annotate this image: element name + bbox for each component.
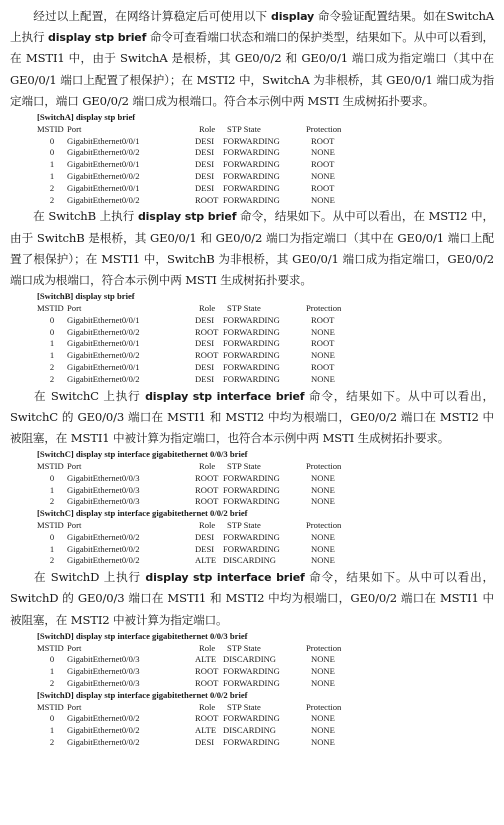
cli-output-block <box>37 112 494 206</box>
cli-table-row <box>37 374 494 386</box>
cli-table-header <box>37 303 494 315</box>
cell-port: GigabitEthernet0/0/2 <box>67 713 140 724</box>
cell-port: GigabitEthernet0/0/2 <box>67 171 140 181</box>
cell-state: FORWARDING <box>223 314 280 325</box>
command-name: display stp interface brief <box>145 389 305 403</box>
cli-table-row <box>37 555 494 567</box>
cli-table-header <box>37 702 494 714</box>
cell-msti: 2 <box>49 194 55 205</box>
cli-table-row <box>37 147 494 159</box>
column-header-port: Port <box>67 642 82 653</box>
cell-state: FORWARDING <box>223 472 280 483</box>
column-header-role: Role <box>199 303 216 313</box>
column-header-msti: MSTID <box>37 519 64 530</box>
column-header-msti: MSTID <box>37 123 64 134</box>
cell-port: GigabitEthernet0/0/2 <box>67 194 140 205</box>
cli-table-header <box>37 520 494 532</box>
cell-state: FORWARDING <box>223 713 280 724</box>
cell-msti: 1 <box>49 350 55 361</box>
cell-role: ROOT <box>195 484 219 495</box>
column-header-state: STP State <box>227 519 261 530</box>
cli-table-header <box>37 124 494 136</box>
cli-table-row <box>37 678 494 690</box>
cell-port: GigabitEthernet0/0/3 <box>67 666 140 677</box>
cell-prot: NONE <box>311 350 335 361</box>
command-name: display stp brief <box>137 210 237 224</box>
cell-role: ROOT <box>195 496 219 507</box>
command-name: display stp interface brief <box>145 571 305 585</box>
cli-table-row <box>37 315 494 327</box>
cell-msti: 1 <box>49 159 55 170</box>
cell-msti: 2 <box>49 736 55 747</box>
cli-table-row <box>37 327 494 339</box>
cell-msti: 2 <box>49 677 55 688</box>
column-header-state: STP State <box>227 701 261 712</box>
cli-command: [SwitchC] display stp interface gigabitethernet 0/0/2 brief <box>37 508 248 519</box>
cell-port: GigabitEthernet0/0/1 <box>67 182 140 193</box>
cell-role: ROOT <box>195 326 219 337</box>
cell-prot: NONE <box>311 713 335 724</box>
cell-msti: 2 <box>49 496 55 507</box>
cell-prot: ROOT <box>311 314 335 325</box>
cell-prot: NONE <box>311 171 335 181</box>
cell-role: ALTE <box>195 654 217 665</box>
cli-table-row <box>37 654 494 666</box>
column-header-role: Role <box>199 519 216 530</box>
cell-state: FORWARDING <box>223 171 280 181</box>
cli-table-row <box>37 532 494 544</box>
column-header-state: STP State <box>227 123 261 134</box>
paragraph <box>10 6 494 112</box>
column-header-msti: MSTID <box>37 303 64 313</box>
cell-msti: 0 <box>49 472 55 483</box>
column-header-role: Role <box>199 701 216 712</box>
cell-role: ALTE <box>195 555 217 566</box>
cell-role: ROOT <box>195 194 219 205</box>
cell-role: ROOT <box>195 350 219 361</box>
paragraph-text: 在 SwitchC 上执行 <box>33 388 146 403</box>
cli-command: [SwitchD] display stp interface gigabitethernet 0/0/2 brief <box>37 689 248 700</box>
paragraph-text: 经过以上配置，在网络计算稳定后可使用以下 <box>33 9 271 23</box>
cell-state: FORWARDING <box>223 736 280 747</box>
cli-table-row <box>37 338 494 350</box>
column-header-state: STP State <box>227 303 261 313</box>
cli-table-row <box>37 350 494 362</box>
cell-port: GigabitEthernet0/0/2 <box>67 326 140 337</box>
column-header-msti: MSTID <box>37 460 64 471</box>
column-header-msti: MSTID <box>37 642 64 653</box>
cell-state: DISCARDING <box>223 725 276 736</box>
cell-msti: 2 <box>49 373 55 384</box>
cell-prot: NONE <box>311 373 335 384</box>
column-header-prot: Protection <box>306 519 342 530</box>
cell-port: GigabitEthernet0/0/2 <box>67 373 140 384</box>
paragraph-text: 在 SwitchD 上执行 <box>33 570 146 585</box>
cell-state: FORWARDING <box>223 338 280 349</box>
cell-state: FORWARDING <box>223 182 280 193</box>
cell-state: FORWARDING <box>223 326 280 337</box>
column-header-role: Role <box>199 123 216 134</box>
cli-command: [SwitchD] display stp interface gigabitethernet 0/0/3 brief <box>37 630 248 641</box>
column-header-msti: MSTID <box>37 701 64 712</box>
cell-port: GigabitEthernet0/0/1 <box>67 314 140 325</box>
cell-role: DESI <box>195 361 215 372</box>
cell-msti: 0 <box>49 314 55 325</box>
cell-msti: 2 <box>49 555 55 566</box>
cli-output-block <box>37 508 494 567</box>
paragraph-text: 命令，结果如下。从中可以看出，SwitchC 的 GE0/0/3 端口在 MSTI1 和 MSTI2 中均为根端口，GE0/0/2 端口在 MSTI2 中被阻塞，在 MSTI1 中被计算为指定端口，也符合本示例中两 MSTI 生成树拓扑要求。 <box>10 388 494 445</box>
paragraph-text: 命令可查看端口状态和端口的保护类型，结果如下。从中可以看到，在 MSTI1 中，由于 SwitchA 是根桥，其 GE0/0/2 和 GE0/0/1 端口成为指定端口（其中在 GE0/0/1 端口上配置了根保护）；在 MSTI2 中，SwitchA 为非根桥，其 GE0/0/1 端口成为指定端口，端口 GE0/0/2 端口成为根端口。符合本示例中两 MSTI 生成树拓扑要求。 <box>10 30 495 108</box>
paragraph-text: 命令，结果如下。从中可以看出，SwitchD 的 GE0/0/3 端口在 MSTI1 和 MSTI2 中均为根端口，GE0/0/2 端口在 MSTI1 中被阻塞，在 MSTI2 中被计算为指定端口。 <box>10 570 494 627</box>
cell-port: GigabitEthernet0/0/2 <box>67 736 140 747</box>
cell-prot: NONE <box>311 147 335 158</box>
cell-msti: 1 <box>49 171 55 181</box>
paragraph <box>10 206 494 291</box>
cli-table-row <box>37 159 494 171</box>
column-header-port: Port <box>67 701 82 712</box>
cell-msti: 0 <box>49 654 55 665</box>
cell-state: FORWARDING <box>223 147 280 158</box>
cell-prot: NONE <box>311 484 335 495</box>
cell-role: DESI <box>195 171 215 181</box>
cell-role: DESI <box>195 338 215 349</box>
cell-prot: NONE <box>311 736 335 747</box>
cell-prot: NONE <box>311 194 335 205</box>
cli-table-row <box>37 725 494 737</box>
cell-state: FORWARDING <box>223 135 280 146</box>
cell-prot: ROOT <box>311 159 335 170</box>
cell-msti: 0 <box>49 147 55 158</box>
column-header-prot: Protection <box>306 303 342 313</box>
cell-role: DESI <box>195 147 215 158</box>
cell-msti: 0 <box>49 531 55 542</box>
cell-msti: 0 <box>49 135 55 146</box>
cell-state: FORWARDING <box>223 194 280 205</box>
cli-command: [SwitchC] display stp interface gigabitethernet 0/0/3 brief <box>37 449 248 460</box>
paragraph-text: 在 SwitchB 上执行 <box>33 209 138 224</box>
cell-prot: ROOT <box>311 361 335 372</box>
paragraph-text: 命令，结果如下。从中可以看出，在 MSTI2 中，由于 SwitchB 是根桥，其 GE0/0/1 和 GE0/0/2 端口为指定端口（其中在 GE0/0/1 端口上配置了根保护）；在 MSTI1 中，SwitchB 为非根桥，其 GE0/0/1 端口成为指定端口，GE0/0/2 端口成为根端口，符合本示例中两 MSTI 生成树拓扑要求。 <box>10 209 494 287</box>
cell-msti: 1 <box>49 338 55 349</box>
column-header-port: Port <box>67 303 82 313</box>
cell-role: DESI <box>195 543 215 554</box>
cell-role: DESI <box>195 736 215 747</box>
cell-state: FORWARDING <box>223 373 280 384</box>
command-name: display stp brief <box>48 31 147 45</box>
cli-output-block <box>37 690 494 749</box>
cell-prot: NONE <box>311 555 335 566</box>
cli-table-row <box>37 183 494 195</box>
cli-table-row <box>37 666 494 678</box>
cell-role: DESI <box>195 314 215 325</box>
column-header-prot: Protection <box>306 701 342 712</box>
cell-state: DISCARDING <box>223 654 276 665</box>
cli-table-row <box>37 713 494 725</box>
cli-table-header <box>37 643 494 655</box>
cell-port: GigabitEthernet0/0/2 <box>67 725 140 736</box>
cell-state: FORWARDING <box>223 496 280 507</box>
cell-msti: 2 <box>49 182 55 193</box>
cell-role: DESI <box>195 373 215 384</box>
cell-prot: ROOT <box>311 135 335 146</box>
cell-role: ROOT <box>195 472 219 483</box>
cell-msti: 1 <box>49 543 55 554</box>
cell-state: FORWARDING <box>223 159 280 170</box>
cli-command: [SwitchA] display stp brief <box>37 112 136 123</box>
cell-prot: NONE <box>311 531 335 542</box>
cell-port: GigabitEthernet0/0/1 <box>67 361 140 372</box>
column-header-prot: Protection <box>306 123 342 134</box>
cell-prot: NONE <box>311 543 335 554</box>
cell-prot: ROOT <box>311 338 335 349</box>
cli-output-block <box>37 631 494 690</box>
column-header-role: Role <box>199 460 216 471</box>
cli-table-row <box>37 362 494 374</box>
column-header-state: STP State <box>227 460 261 471</box>
cli-table-row <box>37 195 494 207</box>
column-header-prot: Protection <box>306 460 342 471</box>
cell-state: FORWARDING <box>223 543 280 554</box>
cli-table-header <box>37 461 494 473</box>
cell-port: GigabitEthernet0/0/3 <box>67 484 140 495</box>
cell-port: GigabitEthernet0/0/2 <box>67 543 140 554</box>
cell-port: GigabitEthernet0/0/1 <box>67 159 140 170</box>
cell-prot: NONE <box>311 677 335 688</box>
cell-port: GigabitEthernet0/0/2 <box>67 555 140 566</box>
cell-state: DISCARDING <box>223 555 276 566</box>
column-header-port: Port <box>67 519 82 530</box>
cli-table-row <box>37 737 494 749</box>
cell-msti: 0 <box>49 713 55 724</box>
cell-msti: 0 <box>49 326 55 337</box>
column-header-state: STP State <box>227 642 261 653</box>
command-name: display <box>270 10 315 23</box>
cell-role: DESI <box>195 182 215 193</box>
cell-state: FORWARDING <box>223 677 280 688</box>
column-header-port: Port <box>67 123 82 134</box>
cell-msti: 1 <box>49 666 55 677</box>
cell-prot: NONE <box>311 725 335 736</box>
cell-prot: NONE <box>311 666 335 677</box>
cell-msti: 1 <box>49 725 55 736</box>
cli-table-row <box>37 544 494 556</box>
cli-table-row <box>37 136 494 148</box>
cell-role: ROOT <box>195 666 219 677</box>
cli-command: [SwitchB] display stp brief <box>37 291 135 302</box>
cell-state: FORWARDING <box>223 484 280 495</box>
cell-prot: NONE <box>311 496 335 507</box>
cell-state: FORWARDING <box>223 361 280 372</box>
cell-prot: NONE <box>311 326 335 337</box>
paragraph-text: 命令验证配置结果。如在SwitchA 上执行 <box>10 9 494 45</box>
cli-table-row <box>37 496 494 508</box>
cell-port: GigabitEthernet0/0/3 <box>67 496 140 507</box>
cell-state: FORWARDING <box>223 350 280 361</box>
cell-role: ALTE <box>195 725 217 736</box>
cell-port: GigabitEthernet0/0/2 <box>67 531 140 542</box>
cell-prot: ROOT <box>311 182 335 193</box>
cell-state: FORWARDING <box>223 531 280 542</box>
column-header-port: Port <box>67 460 82 471</box>
cell-prot: NONE <box>311 654 335 665</box>
cli-table-row <box>37 485 494 497</box>
cell-prot: NONE <box>311 472 335 483</box>
cell-role: ROOT <box>195 713 219 724</box>
cli-output-block <box>37 449 494 508</box>
cell-msti: 1 <box>49 484 55 495</box>
cell-role: DESI <box>195 531 215 542</box>
cell-state: FORWARDING <box>223 666 280 677</box>
cli-table-row <box>37 171 494 183</box>
cell-role: DESI <box>195 135 215 146</box>
cell-port: GigabitEthernet0/0/2 <box>67 350 140 361</box>
cell-role: ROOT <box>195 677 219 688</box>
cell-port: GigabitEthernet0/0/3 <box>67 654 140 665</box>
cell-role: DESI <box>195 159 215 170</box>
paragraph <box>10 386 494 450</box>
cli-table-row <box>37 473 494 485</box>
paragraph <box>10 567 494 631</box>
cell-port: GigabitEthernet0/0/3 <box>67 472 140 483</box>
cell-port: GigabitEthernet0/0/1 <box>67 135 140 146</box>
cell-port: GigabitEthernet0/0/3 <box>67 677 140 688</box>
cell-port: GigabitEthernet0/0/2 <box>67 147 140 158</box>
cell-port: GigabitEthernet0/0/1 <box>67 338 140 349</box>
column-header-prot: Protection <box>306 642 342 653</box>
cli-output-block <box>37 291 494 385</box>
cell-msti: 2 <box>49 361 55 372</box>
column-header-role: Role <box>199 642 216 653</box>
